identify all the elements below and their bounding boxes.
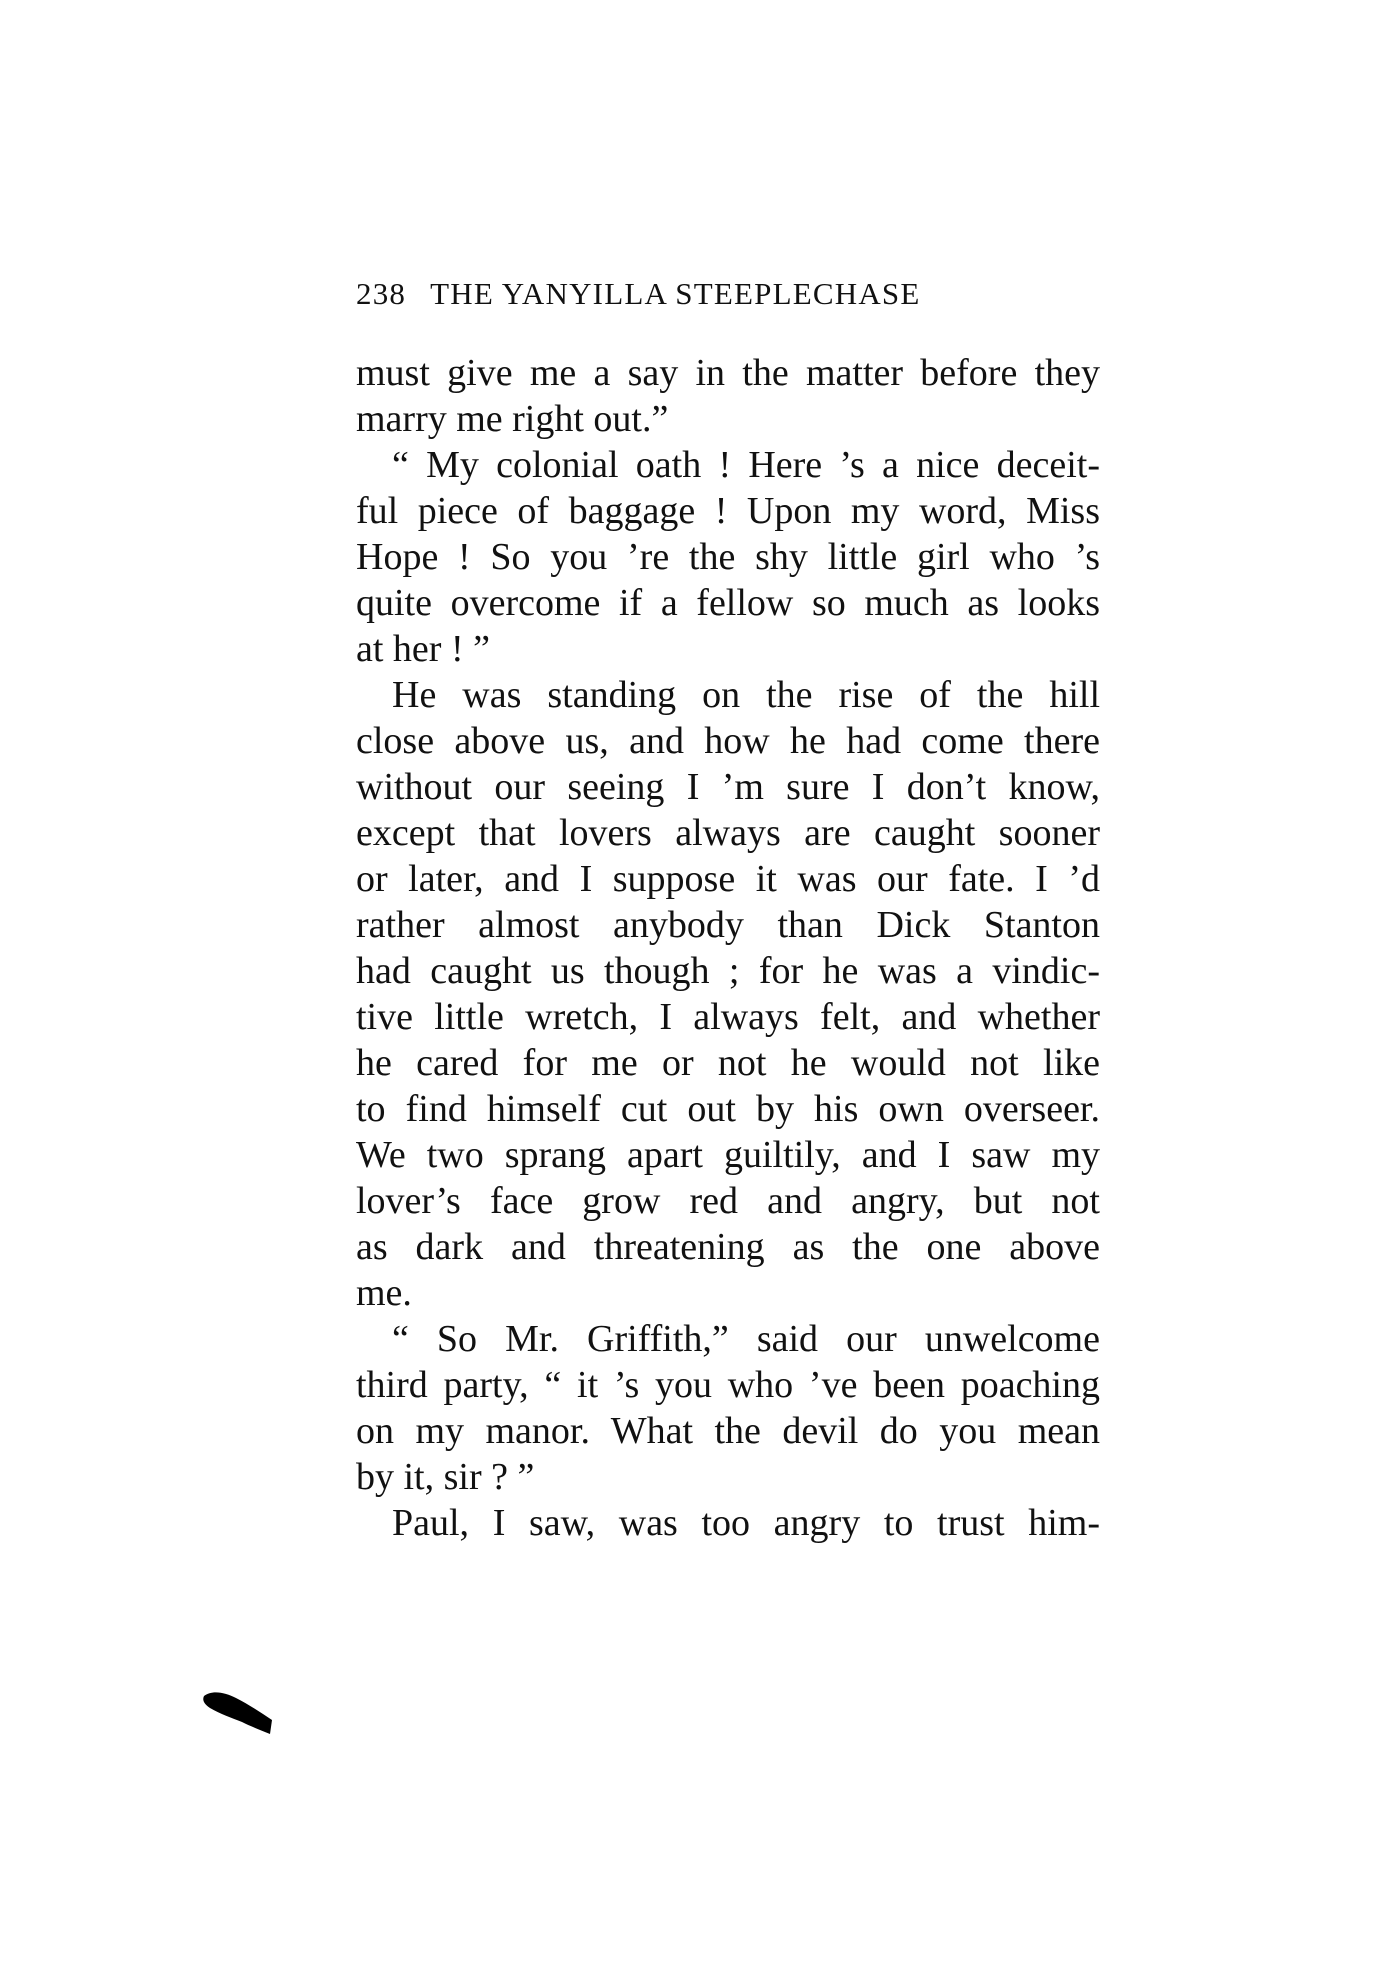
text-line: Hope ! So you ’re the shy little girl who ’s: [356, 536, 1100, 578]
page-number: 238: [356, 276, 407, 311]
text-line: “ My colonial oath ! Here ’s a nice deceit-: [392, 444, 1100, 486]
text-line: lover’s face grow red and angry, but not: [356, 1180, 1100, 1222]
text-line: except that lovers always are caught sooner: [356, 812, 1100, 854]
text-line: “ So Mr. Griffith,” said our unwelcome: [392, 1318, 1100, 1360]
text-line: as dark and threatening as the one above: [356, 1226, 1100, 1268]
running-head-title: THE YANYILLA STEEPLECHASE: [430, 276, 921, 311]
text-line: rather almost anybody than Dick Stanton: [356, 904, 1100, 946]
text-line: or later, and I suppose it was our fate. I ’d: [356, 858, 1100, 900]
text-line: We two sprang apart guiltily, and I saw my: [356, 1134, 1100, 1176]
text-line: at her ! ”: [356, 628, 490, 670]
text-line: tive little wretch, I always felt, and whether: [356, 996, 1100, 1038]
text-line: He was standing on the rise of the hill: [392, 674, 1100, 716]
text-line: me.: [356, 1272, 412, 1314]
text-line: marry me right out.”: [356, 398, 669, 440]
text-line: he cared for me or not he would not like: [356, 1042, 1100, 1084]
ink-smudge-mark: [202, 1690, 274, 1734]
text-line: to find himself cut out by his own overseer.: [356, 1088, 1100, 1130]
text-line: ful piece of baggage ! Upon my word, Miss: [356, 490, 1100, 532]
text-line: by it, sir ? ”: [356, 1456, 535, 1498]
text-line: had caught us though ; for he was a vindic-: [356, 950, 1100, 992]
text-line: Paul, I saw, was too angry to trust him-: [392, 1502, 1100, 1544]
text-line: must give me a say in the matter before they: [356, 352, 1100, 394]
text-line: on my manor. What the devil do you mean: [356, 1410, 1100, 1452]
running-head: [356, 276, 1116, 316]
text-line: quite overcome if a fellow so much as looks: [356, 582, 1100, 624]
body-text: [356, 350, 1100, 1546]
text-line: close above us, and how he had come there: [356, 720, 1100, 762]
text-line: without our seeing I ’m sure I don’t know,: [356, 766, 1100, 808]
text-line: third party, “ it ’s you who ’ve been poaching: [356, 1364, 1100, 1406]
